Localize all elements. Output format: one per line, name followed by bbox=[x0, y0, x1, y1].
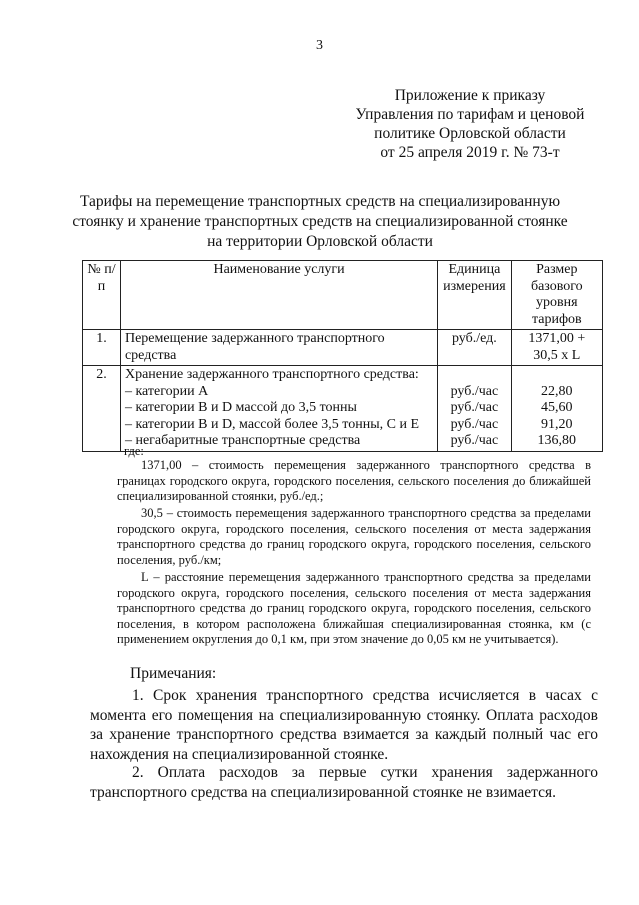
table-row bbox=[83, 330, 603, 366]
storage-item-name: – категории B и D массой до 3,5 тонны bbox=[124, 400, 357, 415]
notes-title: Примечания: bbox=[130, 665, 217, 682]
legend-paragraph-2 bbox=[117, 506, 591, 568]
storage-item-value: 45,60 bbox=[541, 400, 573, 415]
storage-item-name: – негабаритные транспортные средства bbox=[124, 433, 361, 448]
storage-item-name: – категории B и D, массой более 3,5 тонны, С и Е bbox=[124, 416, 420, 432]
row-value-line-2: 30,5 x L bbox=[533, 347, 581, 363]
row-name: Перемещение задержанного транспортного средства bbox=[120, 330, 437, 366]
note-1 bbox=[90, 686, 598, 764]
header-name: Наименование услуги bbox=[120, 261, 437, 330]
row-unit bbox=[438, 366, 511, 452]
row-name-heading: Хранение задержанного транспортного средства: bbox=[124, 367, 419, 382]
legend-text: 1371,00 – стоимость перемещения задержанного транспортного средства в границах городского округа, городского поселения, сельского поселения до ближайшей специализированной стоянки, руб./ед.; bbox=[117, 458, 591, 504]
header-value: Размер базового уровня тарифов bbox=[511, 261, 602, 330]
appendix-line-1: Приложение к приказу bbox=[394, 87, 546, 104]
row-name bbox=[120, 366, 437, 452]
storage-item-unit: руб./час bbox=[450, 433, 499, 448]
note-text: 2. Оплата расходов за первые сутки хранения задержанного транспортного средства на специализированной стоянке не взимается. bbox=[90, 764, 598, 801]
table-header-row bbox=[83, 261, 603, 330]
storage-item-value: 22,80 bbox=[541, 383, 573, 399]
storage-item-value: 136,80 bbox=[537, 433, 577, 448]
appendix-header bbox=[345, 86, 595, 162]
row-value-line-1: 1371,00 + bbox=[528, 331, 586, 346]
page-number: 3 bbox=[316, 38, 323, 53]
appendix-line-3: политике Орловской области bbox=[374, 125, 566, 142]
row-num: 2. bbox=[83, 366, 121, 452]
table-row bbox=[83, 366, 603, 452]
row-value bbox=[511, 330, 602, 366]
tariffs-table bbox=[82, 260, 603, 452]
legend-paragraph-1 bbox=[117, 458, 591, 505]
storage-item-unit: руб./час bbox=[450, 400, 499, 415]
row-value bbox=[511, 366, 602, 452]
storage-item-name: – категории А bbox=[124, 383, 209, 399]
legend-text: L – расстояние перемещения задержанного транспортного средства за пределами городского округа, городского поселения, сельского поселения от места задержания транспортного средства до границ городского округа, городского поселения, сельского поселения, в котором расположена ближайшая специализированная стоянка, км (с применением округления до 0,1 км, при этом значение до 0,05 км не учитывается). bbox=[117, 570, 591, 647]
legend-text: 30,5 – стоимость перемещения задержанного транспортного средства за пределами городского округа, городского поселения, сельского поселения от места задержания транспортного средства до границ городского округа, городского поселения, сельского поселения, руб./км; bbox=[117, 506, 591, 567]
storage-item-unit: руб./час bbox=[450, 416, 499, 432]
appendix-line-4: от 25 апреля 2019 г. № 73-т bbox=[380, 144, 560, 161]
document-title: Тарифы на перемещение транспортных средств на специализированную стоянку и хранение транспортных средств на специализированной стоянке на территории Орловской области bbox=[72, 193, 568, 250]
storage-item-value: 91,20 bbox=[541, 416, 573, 432]
note-text: 1. Срок хранения транспортного средства исчисляется в часах с момента его помещения на специализированную стоянку. Оплата расходов за хранение транспортного средства взимается за каждый полный час его нахождения на специализированной стоянке. bbox=[90, 687, 598, 763]
note-2 bbox=[90, 763, 598, 802]
row-num: 1. bbox=[83, 330, 121, 366]
legend-where: где: bbox=[124, 444, 144, 458]
header-num: № п/п bbox=[83, 261, 121, 330]
storage-item-unit: руб./час bbox=[450, 383, 499, 399]
header-unit: Единица измерения bbox=[438, 261, 511, 330]
row-unit: руб./ед. bbox=[438, 330, 511, 366]
legend-paragraph-3 bbox=[117, 570, 591, 648]
appendix-line-2: Управления по тарифам и ценовой bbox=[355, 106, 585, 123]
